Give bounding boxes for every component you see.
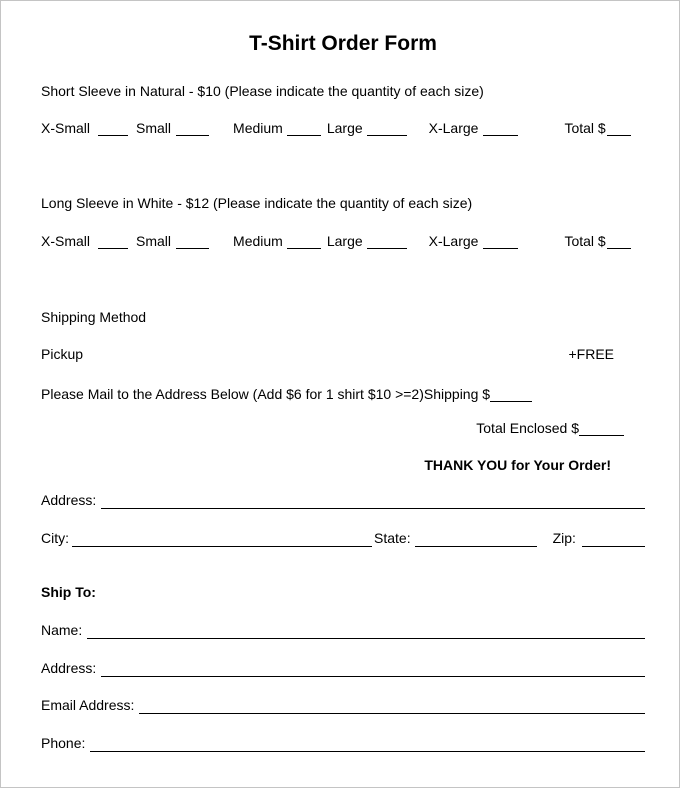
total-enclosed-input[interactable] — [579, 423, 624, 436]
total-enclosed-label: Total Enclosed $ — [476, 420, 579, 436]
ls-size-label-xlarge: X-Large — [428, 233, 479, 249]
shipping-cost-input[interactable] — [490, 389, 532, 402]
ls-size-label-xsmall: X-Small — [41, 233, 91, 249]
long-sleeve-size-row — [41, 232, 645, 250]
ship-to-address-input[interactable] — [101, 675, 645, 677]
ss-qty-xlarge-input[interactable] — [483, 123, 518, 136]
ship-to-name-label: Name: — [41, 622, 83, 638]
ship-to-heading: Ship To: — [41, 584, 96, 600]
billing-city-state-zip-row — [41, 529, 645, 547]
ship-to-phone-input[interactable] — [90, 750, 645, 752]
ss-size-label-large: Large — [326, 120, 363, 136]
ls-total-label: Total $ — [564, 233, 606, 249]
pickup-option-row — [41, 345, 645, 363]
ls-qty-medium-input[interactable] — [287, 236, 321, 249]
ss-qty-medium-input[interactable] — [287, 123, 321, 136]
long-sleeve-description: Long Sleeve in White - $12 (Please indicate the quantity of each size) — [41, 195, 473, 211]
ship-to-email-label: Email Address: — [41, 697, 135, 713]
city-input[interactable] — [72, 545, 372, 547]
ls-total-input[interactable] — [607, 236, 631, 249]
zip-input[interactable] — [582, 545, 645, 547]
thank-you-message: THANK YOU for Your Order! — [424, 457, 611, 473]
state-input[interactable] — [415, 545, 537, 547]
ls-size-label-medium: Medium — [233, 233, 283, 249]
pickup-price: +FREE — [568, 346, 614, 362]
pickup-label[interactable]: Pickup — [41, 346, 84, 362]
ship-to-name-input[interactable] — [87, 637, 645, 639]
ls-size-label-small: Small — [136, 233, 172, 249]
ship-to-email-row — [41, 696, 645, 714]
ship-to-address-label: Address: — [41, 660, 97, 676]
ship-to-name-row — [41, 621, 645, 639]
short-sleeve-size-row — [41, 119, 645, 137]
ls-qty-large-input[interactable] — [367, 236, 407, 249]
ss-qty-xsmall-input[interactable] — [98, 123, 128, 136]
mail-option-row — [41, 385, 645, 403]
ship-to-phone-label: Phone: — [41, 735, 86, 751]
shipping-cost-label: Shipping $ — [423, 386, 491, 402]
shipping-method-heading: Shipping Method — [41, 309, 147, 325]
ls-size-label-large: Large — [326, 233, 363, 249]
ss-qty-large-input[interactable] — [367, 123, 407, 136]
ss-size-label-medium: Medium — [233, 120, 283, 136]
short-sleeve-description: Short Sleeve in Natural - $10 (Please indicate the quantity of each size) — [41, 83, 484, 99]
ss-total-input[interactable] — [607, 123, 631, 136]
ss-total-label: Total $ — [564, 120, 606, 136]
city-label: City: — [41, 530, 69, 546]
state-label: State: — [374, 530, 411, 546]
billing-address-label: Address: — [41, 492, 97, 508]
ls-qty-xsmall-input[interactable] — [98, 236, 128, 249]
ls-qty-small-input[interactable] — [176, 236, 209, 249]
ship-to-phone-row — [41, 734, 645, 752]
ship-to-address-row — [41, 659, 645, 677]
ls-qty-xlarge-input[interactable] — [483, 236, 518, 249]
ss-size-label-xsmall: X-Small — [41, 120, 91, 136]
zip-label: Zip: — [552, 530, 576, 546]
form-title: T-Shirt Order Form — [249, 32, 437, 55]
ship-to-email-input[interactable] — [139, 712, 645, 714]
ss-size-label-small: Small — [136, 120, 172, 136]
mail-option-label[interactable]: Please Mail to the Address Below (Add $6 for 1 shirt $10 >=2) — [41, 386, 424, 402]
ss-qty-small-input[interactable] — [176, 123, 209, 136]
billing-address-row — [41, 491, 645, 509]
ss-size-label-xlarge: X-Large — [428, 120, 479, 136]
total-enclosed-row — [41, 419, 645, 437]
billing-address-input[interactable] — [101, 507, 645, 509]
